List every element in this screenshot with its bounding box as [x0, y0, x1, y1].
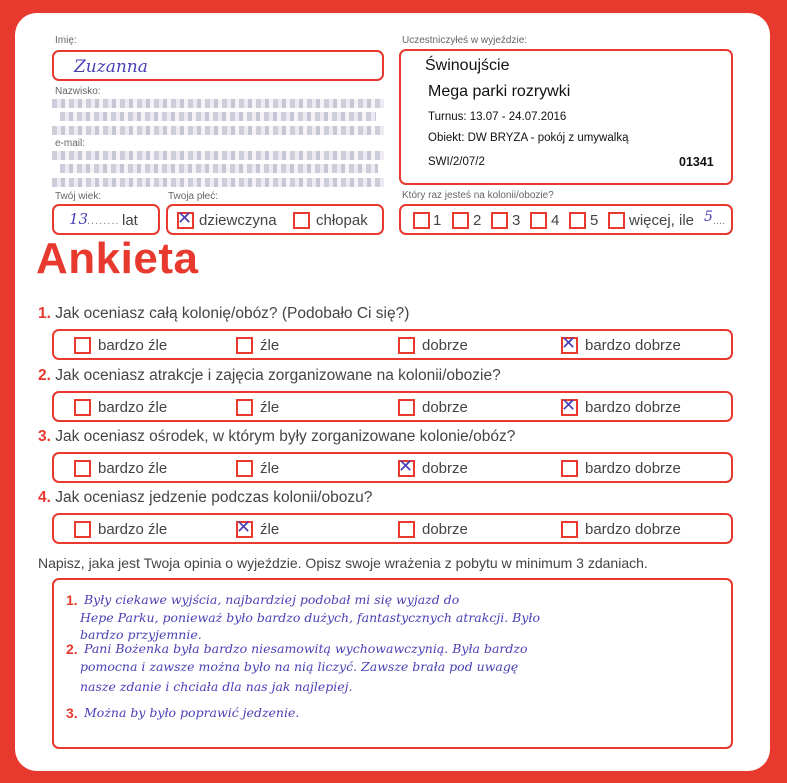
name-field[interactable]	[52, 50, 384, 81]
age-dots: ........	[87, 215, 120, 227]
opinion-line: Były ciekawe wyjścia, najbardziej podobał mi się wyjazd do	[84, 592, 460, 607]
times-checkbox-1[interactable]	[413, 212, 430, 229]
gender-checkbox-female[interactable]	[177, 208, 194, 229]
rating-checkbox[interactable]	[398, 521, 415, 538]
question-3-options	[52, 452, 733, 483]
rating-option-label: bardzo dobrze	[585, 337, 681, 354]
question-label: Jak oceniasz jedzenie podczas kolonii/obozu?	[55, 489, 373, 506]
times-field	[399, 204, 733, 235]
gender-label: Twoja płeć:	[168, 191, 219, 202]
surname-label: Nazwisko:	[55, 86, 101, 97]
gender-field	[166, 204, 384, 235]
rating-checkbox[interactable]	[236, 337, 253, 354]
rating-checkbox[interactable]	[74, 399, 91, 416]
opinion-number: 1.	[66, 592, 78, 608]
age-field[interactable]	[52, 204, 160, 235]
survey-title: Ankieta	[36, 234, 199, 283]
question-2-options	[52, 391, 733, 422]
times-checkbox-4[interactable]	[530, 212, 547, 229]
rating-option-label: źle	[260, 399, 280, 416]
question-4-text	[38, 489, 372, 507]
rating-option-label: źle	[260, 337, 280, 354]
age-label: Twój wiek:	[55, 191, 102, 202]
rating-checkbox[interactable]	[561, 333, 578, 354]
opinion-line: nasze zdanie i chciała dla nas jak najlepiej.	[80, 679, 353, 694]
opinion-line: pomocna i zawsze można było na nią liczyć. Zawsze brała pod uwagę	[80, 659, 519, 674]
times-checkbox-2[interactable]	[452, 212, 469, 229]
age-value: 13	[69, 210, 89, 228]
check-mark-icon: ✕	[398, 456, 414, 477]
opinion-number: 3.	[66, 705, 78, 721]
gender-option-male: chłopak	[316, 212, 368, 229]
rating-checkbox[interactable]	[236, 517, 253, 538]
rating-checkbox[interactable]	[398, 399, 415, 416]
rating-option-label: dobrze	[422, 337, 468, 354]
trip-label: Uczestniczyłeś w wyjeździe:	[402, 35, 528, 46]
times-checkbox-more[interactable]	[608, 212, 625, 229]
trip-obiekt: Obiekt: DW BRYZA - pokój z umywalką	[428, 132, 629, 144]
check-mark-icon: ✕	[236, 517, 252, 538]
question-4-options	[52, 513, 733, 544]
rating-option-label: bardzo dobrze	[585, 399, 681, 416]
rating-checkbox[interactable]	[561, 521, 578, 538]
opinion-prompt: Napisz, jaka jest Twoja opinia o wyjeździe. Opisz swoje wrażenia z pobytu w minimum 3 zdaniach.	[38, 555, 648, 571]
rating-option-label: źle	[260, 460, 280, 477]
gender-option-female: dziewczyna	[199, 212, 277, 229]
times-option-2: 2	[473, 212, 482, 229]
surname-redacted	[52, 126, 384, 135]
rating-option-label: bardzo źle	[98, 337, 168, 354]
surname-redacted	[52, 99, 384, 108]
times-option-5: 5	[590, 212, 599, 229]
rating-checkbox[interactable]	[74, 521, 91, 538]
times-checkbox-3[interactable]	[491, 212, 508, 229]
rating-option-label: źle	[260, 521, 280, 538]
times-option-3: 3	[512, 212, 521, 229]
email-redacted	[60, 164, 378, 173]
opinion-line: Hepe Parku, ponieważ było bardzo dużych, fantastycznych atrakcji. Było	[80, 610, 540, 625]
opinion-number: 2.	[66, 641, 78, 657]
question-label: Jak oceniasz ośrodek, w którym były zorganizowane kolonie/obóz?	[55, 428, 516, 445]
question-3-text	[38, 428, 515, 446]
trip-subtitle: Mega parki rozrywki	[428, 83, 571, 100]
gender-checkbox-male[interactable]	[293, 212, 310, 229]
opinion-line: Pani Bożenka była bardzo niesamowitą wychowawczynią. Była bardzo	[84, 641, 528, 656]
question-label: Jak oceniasz całą kolonię/obóz? (Podobało Ci się?)	[55, 305, 410, 322]
rating-option-label: bardzo źle	[98, 521, 168, 538]
name-label: Imię:	[55, 35, 77, 46]
question-number: 1.	[38, 305, 51, 322]
opinion-line: bardzo przyjemnie.	[80, 627, 202, 642]
rating-checkbox[interactable]	[74, 337, 91, 354]
rating-checkbox[interactable]	[561, 395, 578, 416]
email-redacted	[52, 178, 384, 187]
trip-city: Świnoujście	[425, 57, 510, 74]
question-1-options	[52, 329, 733, 360]
name-value: Zuzanna	[74, 57, 148, 77]
question-1-text	[38, 305, 409, 323]
rating-option-label: bardzo dobrze	[585, 460, 681, 477]
times-option-1: 1	[433, 212, 442, 229]
email-redacted	[52, 151, 384, 160]
times-checkbox-5[interactable]	[569, 212, 586, 229]
email-label: e-mail:	[55, 138, 86, 149]
check-mark-icon: ✕	[561, 333, 577, 354]
rating-checkbox[interactable]	[236, 399, 253, 416]
times-option-more: więcej, ile	[629, 212, 695, 229]
times-label: Który raz jesteś na kolonii/obozie?	[402, 190, 554, 201]
rating-checkbox[interactable]	[398, 337, 415, 354]
rating-option-label: dobrze	[422, 399, 468, 416]
rating-checkbox[interactable]	[561, 460, 578, 477]
times-more-dots: ....	[713, 215, 726, 227]
times-more-value: 5	[704, 209, 713, 225]
surname-redacted	[60, 112, 376, 121]
trip-turnus: Turnus: 13.07 - 24.07.2016	[428, 111, 567, 123]
rating-option-label: bardzo źle	[98, 399, 168, 416]
check-mark-icon: ✕	[177, 208, 193, 229]
rating-checkbox[interactable]	[236, 460, 253, 477]
rating-option-label: dobrze	[422, 460, 468, 477]
times-option-4: 4	[551, 212, 560, 229]
rating-option-label: bardzo źle	[98, 460, 168, 477]
opinion-line: Można by było poprawić jedzenie.	[84, 705, 300, 720]
rating-checkbox[interactable]	[398, 456, 415, 477]
question-number: 4.	[38, 489, 51, 506]
check-mark-icon: ✕	[561, 395, 577, 416]
question-number: 3.	[38, 428, 51, 445]
trip-code: SWI/2/07/2	[428, 156, 485, 168]
trip-number: 01341	[679, 155, 714, 169]
age-unit: lat	[122, 212, 138, 229]
question-label: Jak oceniasz atrakcje i zajęcia zorganizowane na kolonii/obozie?	[55, 367, 501, 384]
question-number: 2.	[38, 367, 51, 384]
rating-checkbox[interactable]	[74, 460, 91, 477]
rating-option-label: dobrze	[422, 521, 468, 538]
question-2-text	[38, 367, 501, 385]
rating-option-label: bardzo dobrze	[585, 521, 681, 538]
trip-box	[399, 49, 733, 185]
